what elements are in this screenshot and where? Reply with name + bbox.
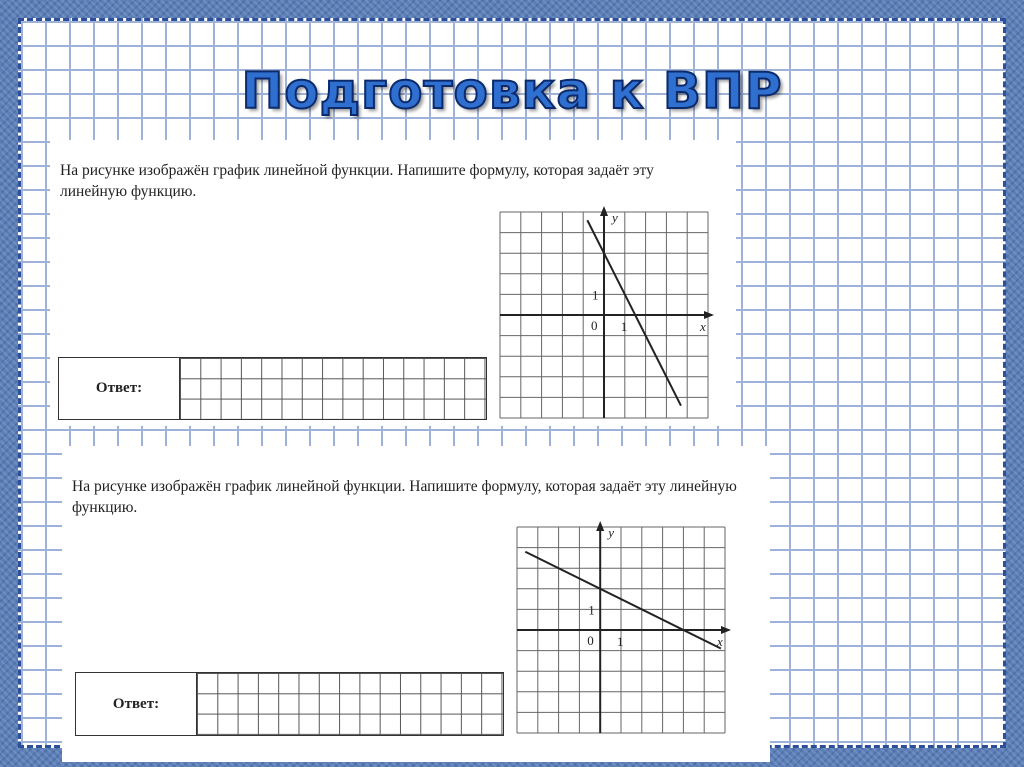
y-axis-label: y (612, 210, 618, 225)
y-axis-arrow-icon (596, 521, 604, 531)
task-text: На рисунке изображён график линейной функции. Напишите формулу, которая задаёт эту линейную функцию. (72, 478, 737, 516)
x-tick-label: 1 (617, 634, 624, 649)
answer-box (58, 357, 487, 420)
x-axis-arrow-icon (721, 626, 731, 634)
y-tick-label: 1 (588, 602, 595, 618)
origin-label: 0 (591, 318, 598, 333)
task-card-2 (62, 446, 770, 762)
answer-cells[interactable] (197, 673, 503, 735)
function-line (587, 220, 681, 405)
answer-box (75, 672, 504, 736)
task-card-1 (50, 140, 736, 426)
slide-title: Подготовка к ВПР (241, 62, 783, 120)
answer-cells[interactable] (180, 358, 486, 419)
function-graph (500, 212, 708, 418)
origin-label: 0 (587, 633, 594, 648)
answer-label: Ответ: (59, 358, 180, 419)
x-axis-label: x (717, 634, 723, 649)
y-axis-label: y (608, 525, 614, 540)
y-axis-arrow-icon (600, 206, 608, 216)
function-graph (517, 527, 725, 733)
x-axis-arrow-icon (704, 311, 714, 319)
x-axis-label: x (700, 319, 706, 334)
answer-label: Ответ: (76, 673, 197, 735)
task-text: На рисунке изображён график линейной функции. Напишите формулу, которая задаёт эту линейную функцию. (60, 162, 654, 200)
y-tick-label: 1 (592, 287, 599, 303)
x-tick-label: 1 (620, 319, 628, 334)
